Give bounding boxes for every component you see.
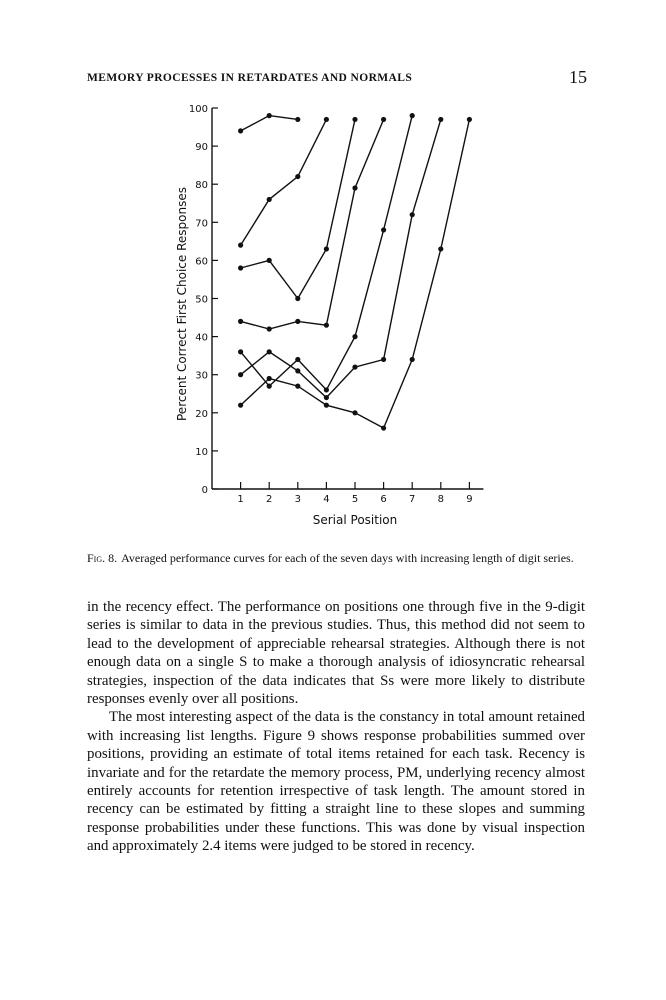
- data-point: [324, 117, 329, 122]
- x-tick-label: 5: [351, 494, 359, 505]
- data-point: [295, 117, 300, 122]
- data-point: [381, 357, 386, 362]
- data-point: [381, 425, 386, 430]
- y-tick-label: 20: [195, 408, 208, 420]
- data-point: [352, 410, 357, 415]
- series-line-2: [241, 119, 327, 245]
- data-point: [267, 349, 272, 354]
- data-point: [295, 368, 300, 373]
- x-tick-label: 9: [466, 494, 473, 505]
- data-point: [410, 212, 415, 217]
- page-number: 15: [569, 67, 587, 87]
- data-point: [324, 387, 329, 392]
- series-line-5: [241, 116, 413, 390]
- data-point: [238, 403, 243, 408]
- data-point: [295, 357, 300, 362]
- data-point: [238, 319, 243, 324]
- x-tick-label: 6: [380, 494, 387, 505]
- data-point: [267, 113, 272, 118]
- data-point: [352, 334, 357, 339]
- data-point: [238, 243, 243, 248]
- caption-text: Averaged performance curves for each of the seven days with increasing length of digit series.: [121, 551, 574, 565]
- data-point: [238, 372, 243, 377]
- data-point: [267, 384, 272, 389]
- data-point: [295, 174, 300, 179]
- caption-label: Fig. 8.: [87, 551, 118, 565]
- data-point: [324, 246, 329, 251]
- data-point: [438, 117, 443, 122]
- data-point: [467, 117, 472, 122]
- y-tick-label: 10: [195, 446, 208, 458]
- y-tick-label: 70: [195, 218, 208, 230]
- x-tick-label: 8: [437, 494, 444, 505]
- x-tick-label: 3: [294, 494, 301, 505]
- data-point: [267, 197, 272, 202]
- data-point: [352, 185, 357, 190]
- data-point: [295, 384, 300, 389]
- y-tick-label: 80: [195, 180, 208, 192]
- y-tick-labels: [189, 104, 208, 496]
- y-tick-label: 30: [195, 370, 208, 382]
- figure-8: [0, 96, 666, 536]
- figure-caption: [87, 550, 587, 566]
- series-line-4: [241, 119, 384, 329]
- x-tick-labels: [237, 494, 472, 505]
- y-tick-label: 50: [195, 294, 208, 306]
- data-point: [267, 376, 272, 381]
- data-point: [352, 117, 357, 122]
- y-tick-label: 100: [188, 104, 208, 115]
- data-point: [238, 349, 243, 354]
- paragraph-1: in the recency effect. The performance on positions one through five in the 9-digit series is similar to data in the previous studies. Thus, this method did not seem to lead to the development of appreciable rehearsal strategies. Although there is not enough data on a single S to make a thorough analysis of idiosyncratic rehearsal strategies, inspection of the data indicates that Ss were more likely to distribute responses evenly over all positions.: [87, 599, 585, 708]
- data-point: [381, 227, 386, 232]
- x-tick-label: 2: [266, 494, 273, 505]
- data-point: [238, 128, 243, 133]
- y-tick-label: 0: [201, 485, 208, 496]
- data-point: [295, 296, 300, 301]
- data-point: [267, 326, 272, 331]
- y-tick-label: 60: [195, 256, 208, 268]
- data-point: [410, 357, 415, 362]
- x-tick-label: 7: [409, 494, 416, 505]
- y-tick-label: 90: [195, 142, 208, 154]
- x-tick-label: 1: [237, 494, 244, 505]
- data-point: [295, 319, 300, 324]
- data-point: [410, 113, 415, 118]
- data-point: [324, 323, 329, 328]
- paragraph-2: The most interesting aspect of the data is the constancy in total amount retained with increasing list lengths. Figure 9 shows response probabilities summed over positions, providing an estimate of total items retained for each task. Recency is invariate and for the retardate the memory process, PM, underlying recency almost entirely accounts for retention irrespective of task length. The amount stored in recency can be estimated by fitting a straight line to these slopes and summing response probabilities under these functions. This was done by visual inspection and approximately 2.4 items were judged to be stored in recency.: [87, 709, 585, 855]
- y-tick-label: 40: [195, 332, 208, 344]
- data-point: [267, 258, 272, 263]
- y-axis-label: Percent Correct First Choice Responses: [175, 187, 189, 421]
- body-text: [87, 598, 585, 856]
- serial-position-chart: [0, 96, 666, 536]
- page-header: [87, 67, 587, 94]
- series-lines: [241, 116, 470, 428]
- running-head: MEMORY PROCESSES IN RETARDATES AND NORMALS: [87, 72, 413, 84]
- data-point: [238, 265, 243, 270]
- data-point: [381, 117, 386, 122]
- data-point: [352, 364, 357, 369]
- data-point: [438, 246, 443, 251]
- x-axis-label: Serial Position: [312, 513, 398, 527]
- x-tick-label: 4: [323, 494, 330, 505]
- chart-axes: [212, 108, 483, 489]
- data-point: [324, 395, 329, 400]
- data-point: [324, 403, 329, 408]
